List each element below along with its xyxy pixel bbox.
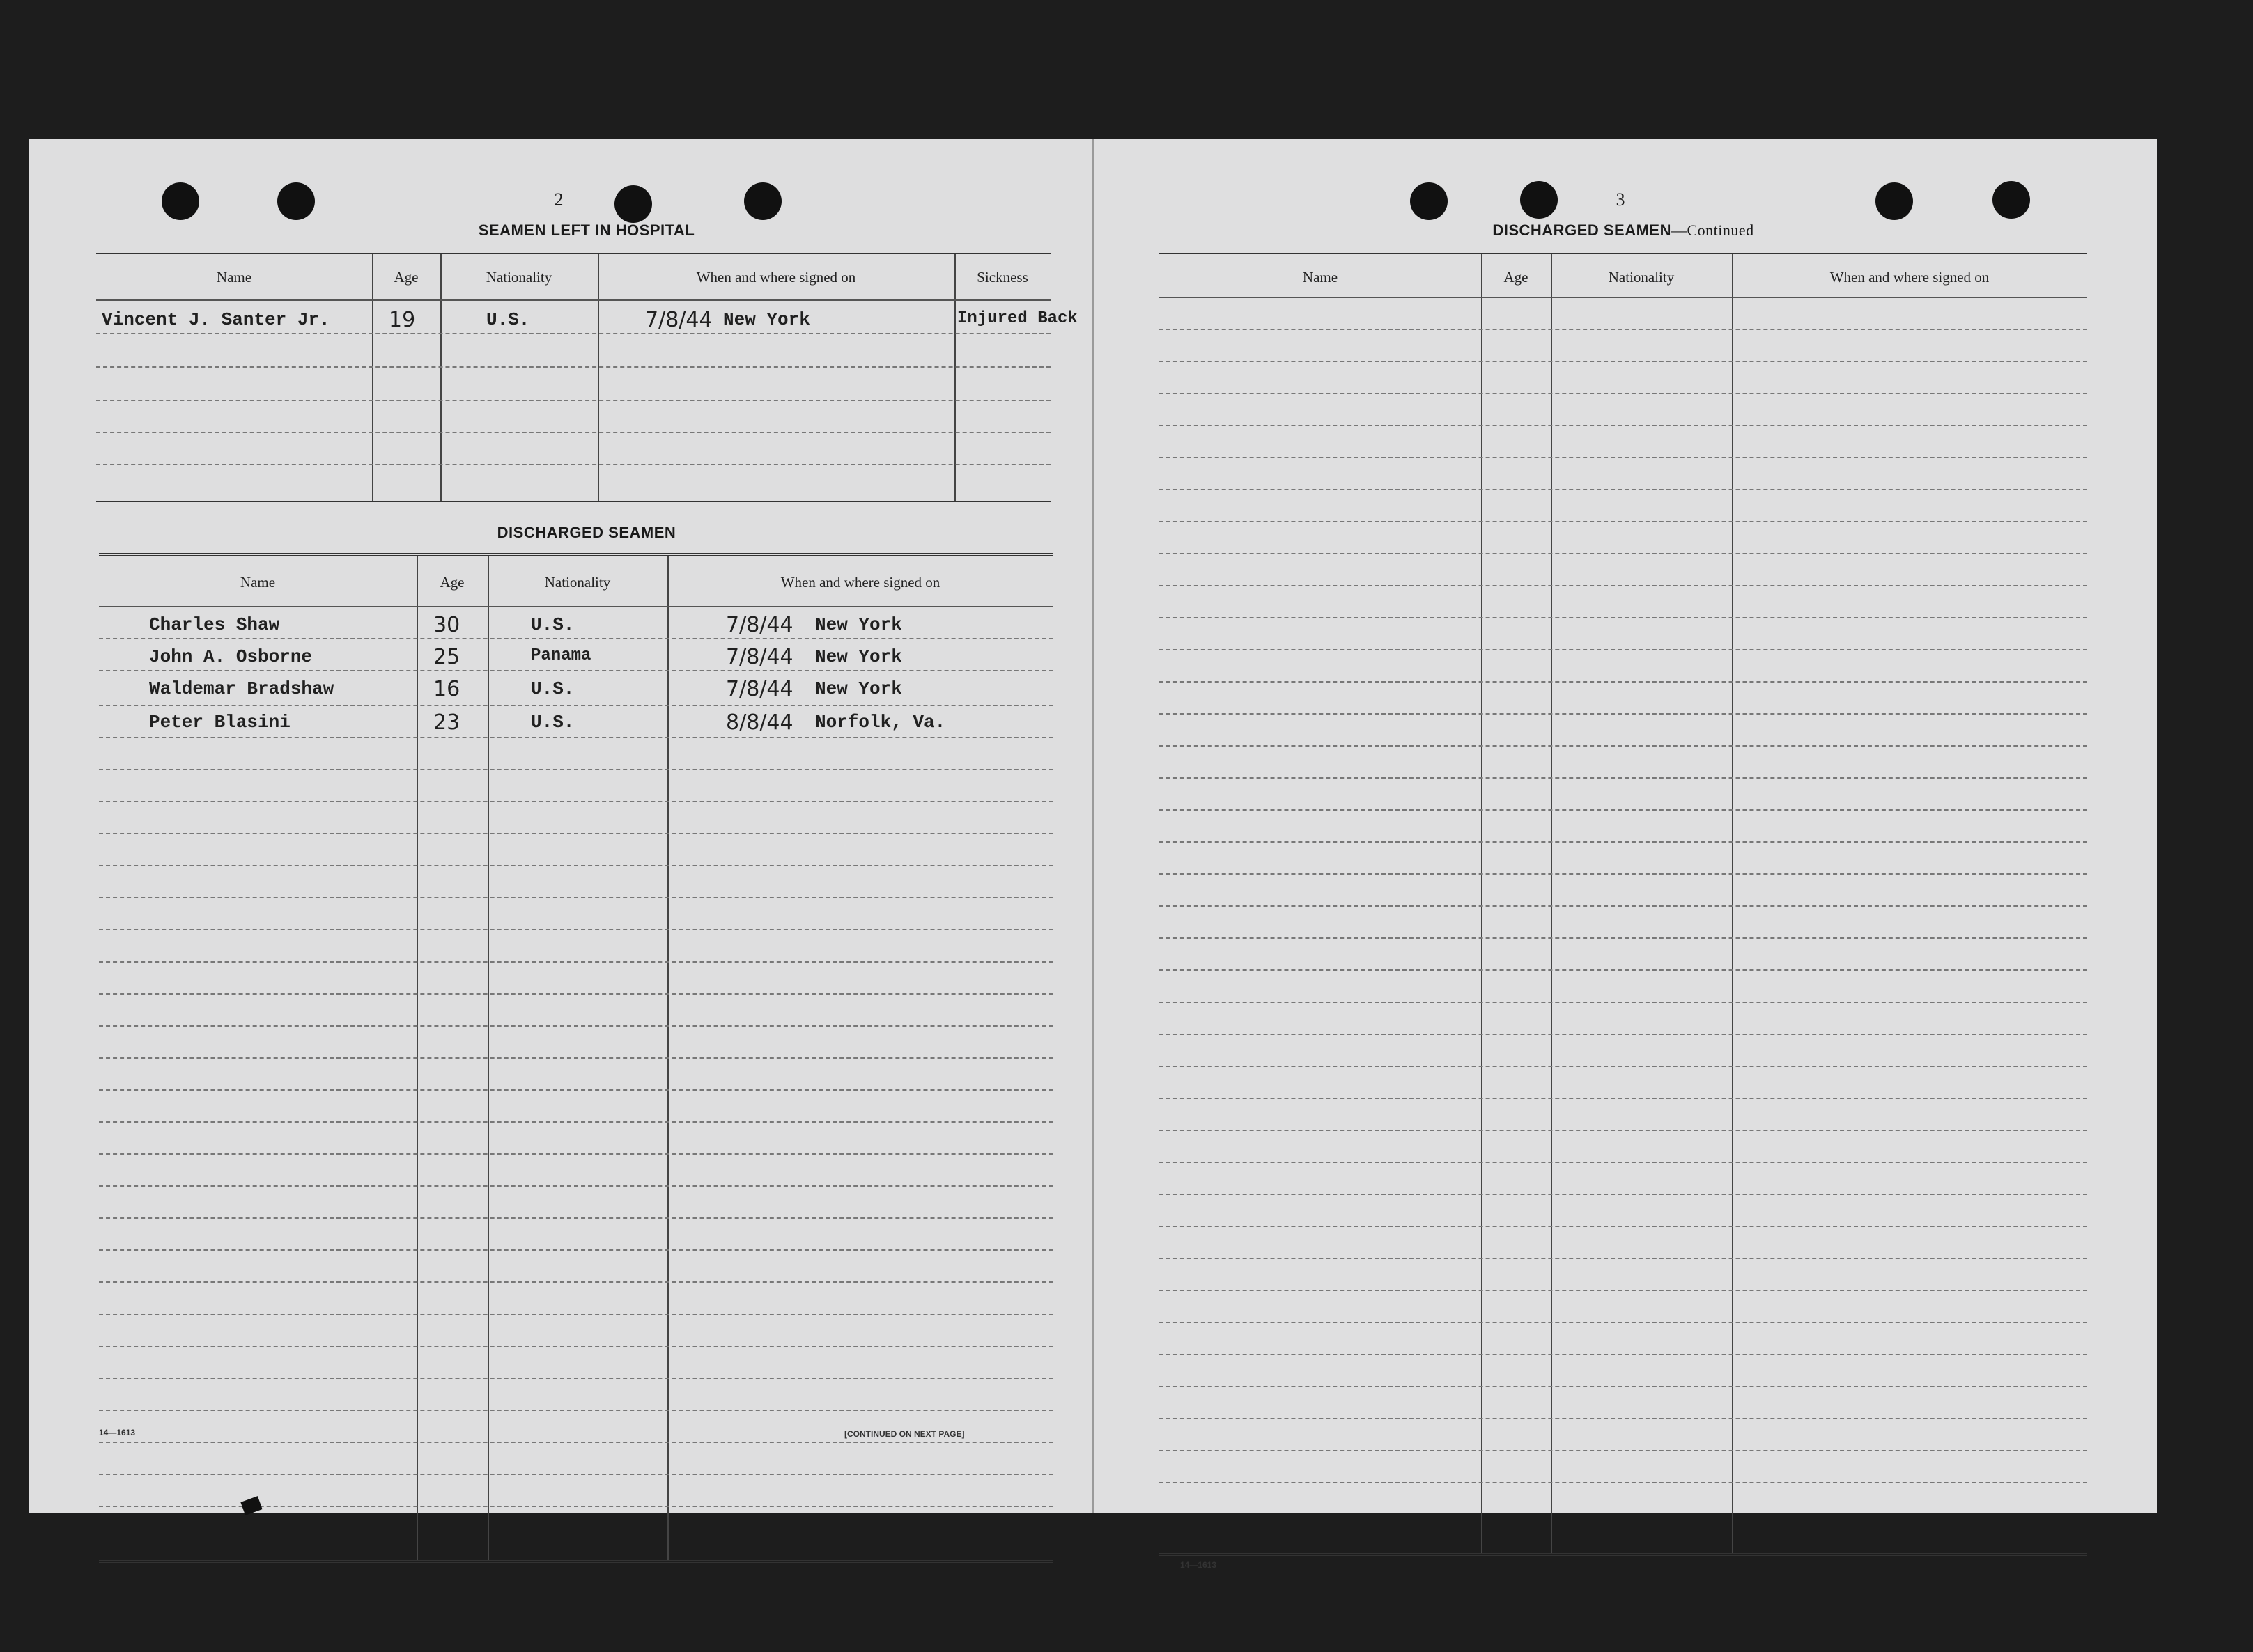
discharged-row-date: 7/8/44 (726, 613, 793, 637)
continued-title-suffix: —Continued (1671, 221, 1754, 239)
continued-title-main: DISCHARGED SEAMEN (1492, 221, 1671, 239)
continued-note: [CONTINUED ON NEXT PAGE] (844, 1429, 965, 1439)
discharged-row-name: Peter Blasini (149, 712, 291, 733)
discharged-row-age: 16 (433, 677, 460, 701)
discharged-row-nationality: U.S. (531, 614, 575, 635)
discharged-row-nationality: Panama (531, 646, 591, 665)
header-name: Name (240, 574, 276, 591)
discharged-row-name: Waldemar Bradshaw (149, 678, 334, 699)
punch-hole (1410, 182, 1448, 220)
header-nationality: Nationality (544, 574, 611, 591)
header-signed-on: When and where signed on (696, 269, 856, 286)
discharged-continued-table (1159, 251, 2087, 1556)
header-signed-on: When and where signed on (1829, 269, 1990, 286)
discharged-row-age: 25 (433, 645, 460, 669)
punch-hole (1992, 181, 2030, 219)
header-signed-on: When and where signed on (780, 574, 940, 591)
punch-hole (1520, 181, 1558, 219)
header-name: Name (1302, 269, 1338, 286)
punch-hole (162, 182, 199, 220)
discharged-row-date: 7/8/44 (726, 677, 793, 701)
hospital-row-name: Vincent J. Santer Jr. (102, 309, 330, 330)
header-nationality: Nationality (1608, 269, 1675, 286)
discharged-row-place: New York (815, 614, 902, 635)
hospital-table (96, 251, 1078, 504)
hospital-row-sickness: Injured Back (957, 309, 1078, 328)
discharged-table (99, 553, 1053, 1563)
discharged-row-age: 30 (433, 613, 460, 637)
punch-hole (744, 182, 782, 220)
page-number: 3 (1616, 189, 1625, 210)
form-number: 14—1613 (1180, 1560, 1217, 1570)
page-number: 2 (554, 189, 564, 210)
discharged-row-age: 23 (433, 710, 460, 735)
header-age: Age (1503, 269, 1528, 286)
punch-hole (277, 182, 315, 220)
discharged-row-date: 7/8/44 (726, 645, 793, 669)
continued-section-title (1372, 221, 1874, 240)
right-page (1094, 139, 2157, 1570)
hospital-row-place: New York (723, 309, 810, 330)
hospital-row-age: 19 (389, 308, 416, 332)
header-nationality: Nationality (486, 269, 552, 286)
discharged-row-name: John A. Osborne (149, 646, 313, 667)
discharged-section-title: DISCHARGED SEAMEN (497, 524, 676, 541)
header-age: Age (440, 574, 465, 591)
form-number: 14—1613 (99, 1428, 136, 1437)
discharged-row-place: New York (815, 678, 902, 699)
punch-hole (614, 185, 652, 223)
hospital-row-date: 7/8/44 (645, 308, 713, 332)
discharged-row-date: 8/8/44 (726, 710, 793, 735)
discharged-row-nationality: U.S. (531, 678, 575, 699)
discharged-row-place: Norfolk, Va. (815, 712, 946, 733)
discharged-row-place: New York (815, 646, 902, 667)
header-name: Name (216, 269, 252, 286)
discharged-row-nationality: U.S. (531, 712, 575, 733)
header-age: Age (394, 269, 419, 286)
left-page (29, 139, 1092, 1513)
discharged-row-name: Charles Shaw (149, 614, 280, 635)
hospital-row-nationality: U.S. (486, 309, 530, 330)
header-sickness: Sickness (977, 269, 1028, 286)
hospital-section-title: SEAMEN LEFT IN HOSPITAL (478, 221, 695, 239)
punch-hole (1875, 182, 1913, 220)
